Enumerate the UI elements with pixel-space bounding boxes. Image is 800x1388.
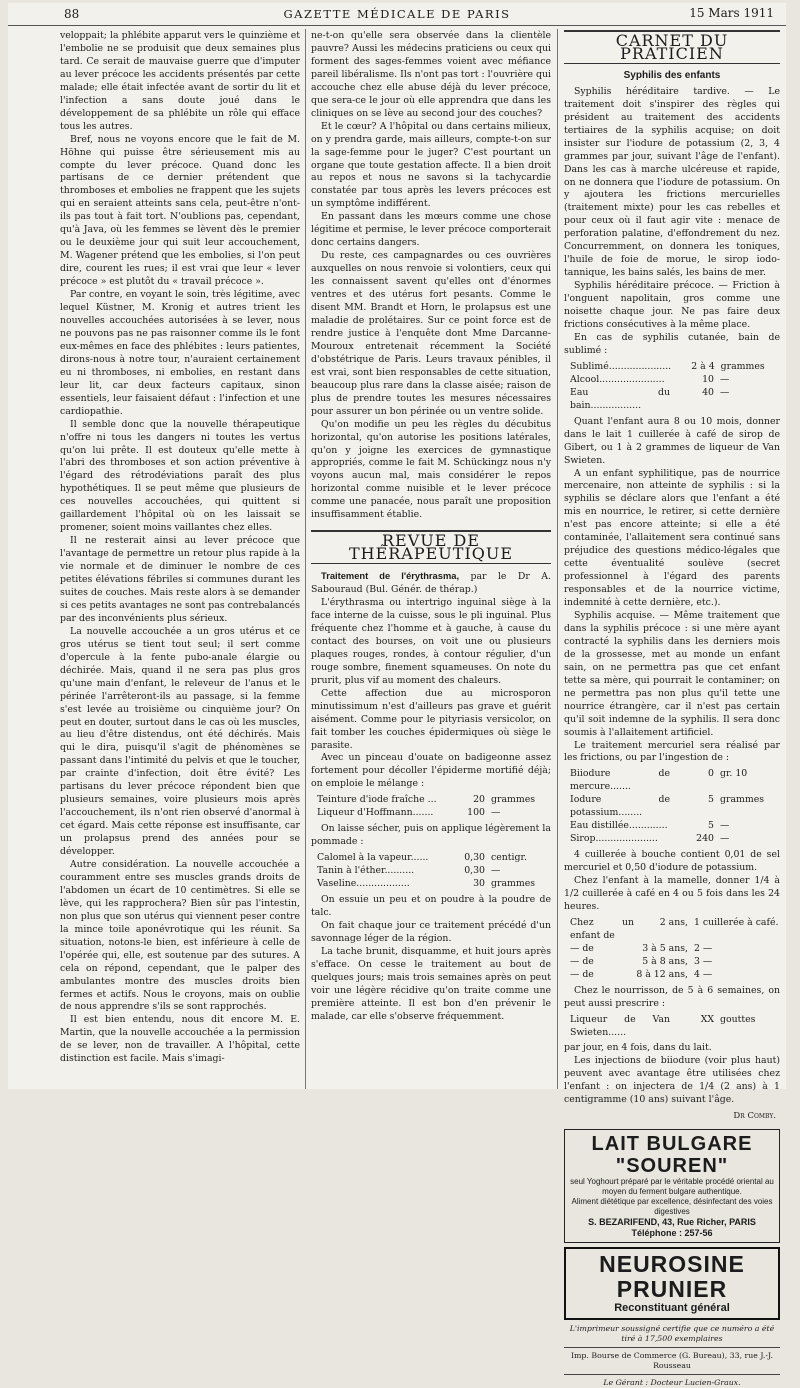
rx-line: Chez un enfant de 2 ans, 1 cuillerée à café.: [570, 916, 779, 941]
paragraph: La nouvelle accouchée a un gros utérus et ce gros utérus se tient tout seul; il sert comme d'opercule à la fente pubo-anale élargie ou déchirée. Mais, quand il ne sera pas plus gros qu'une main d'enfant, le releveur de l'anus et le périnée l'arrêteront-ils au passage, si la femme s'est levée au troisième ou cinquième jour? On peut en douter, surtout dans le cas où les muscles, au lieu d'être distendus, ont été déchirés. Mais qui le dira, puisqu'il s'agit de phénomènes se passant dans l'intimité du pelvis et que le toucher, par crainte d'infection, doit être évité? Les partisans du lever précoce répondent bien que plusieurs semaines, voire plusieurs mois après l'accouchement, ils n'ont rien observé d'anormal à cet égard. Mais cette réponse est insuffisante, car un prolapsus prend des années pour se développer.: [60, 625, 300, 858]
rx-line: Liqueur de Van Swieten...... XX gouttes: [570, 1013, 756, 1038]
paragraph: En cas de syphilis cutanée, bain de sublimé :: [564, 331, 780, 356]
rx-line: — de 5 à 8 ans, 3 —: [570, 955, 713, 967]
paragraph: L'érythrasma ou intertrigo inguinal siège à la face interne de la cuisse, sous le pli inguinal. Plus fréquente chez l'homme et à gauche, à cause du contact des bourses, on voit une ou plusieurs plaques rouges, rondes, à contour régulier, d'un rouge sombre, finement squameuses. On note du prurit, plus vif au moment des chaleurs.: [311, 597, 551, 686]
rx-line: Biiodure de mercure....... 0 gr. 10: [570, 768, 748, 793]
column-2: [311, 30, 551, 1024]
paragraph: Syphilis acquise. — Même traitement que dans la syphilis précoce : si une mère ayant contracté la syphilis dans les derniers mois de la grossesse, met au monde un enfant sain, on ne permettra pas que cet enfant tette sa mère, qui pourrait le contaminer; on ne permettra pas non plus qu'il tette une nourrice étrangère, car il n'est pas certain qu'il soit indemne de la syphilis. Il sera donc soumis à l'allaitement artificiel.: [564, 609, 780, 738]
column-divider: [305, 29, 306, 1089]
rx-line: Sirop..................... 240 —: [570, 833, 730, 845]
paragraph: On essuie un peu et on poudre à la poudre de talc.: [311, 894, 551, 918]
rx-line: Alcool...................... 10 —: [570, 373, 730, 385]
paragraph: Syphilis héréditaire tardive. — Le traitement doit s'inspirer des règles qui président au traitement des accidents tertiaires de la syphilis acquise; on doit insister sur l'iodure de potassium (2, 3, 4 grammes par jour, suivant l'âge de l'enfant). Dans les cas à marche ulcéreuse et rapide, on ne donnera que l'iodure de potassium. On y ajoutera les frictions mercurielles (traitement mixte) pour les cas rebelles et pour ceux où il faut agir vite : menace de perforation palatine, d'effondrement du nez. Concurremment, on donnera les toniques, l'huile de foie de morue, le sirop iodo-tannique, les bains salés, les bains de mer.: [564, 85, 780, 279]
paragraph: Bref, nous ne voyons encore que le fait de M. Höhne qui puisse être sérieusement mis au compte du lever précoce. Quand donc les partisans de ce dernier prétendent que thromboses et embolies ne frappent que les sujets qui en seraient atteints sans cela, peut-être n'ont-ils pas tout à fait tort. N'oublions pas, cependant, qu'à Java, où les femmes se lèvent dès le premier ou le deuxième jour qui suit leur accouchement, M. Wagener prétend que les embolies, si l'on peut dire, courent les rues; il est vrai que leur « lever précoce » est plutôt du « travail précoce ».: [60, 133, 300, 288]
paragraph: Chez l'enfant à la mamelle, donner 1/4 à 1/2 cuillerée à café en 4 ou 5 fois dans les 24 heures.: [564, 875, 780, 912]
paragraph: Cette affection due au microsporon minutissimum n'est d'ailleurs pas grave et guérit aisément. Comme pour le pityriasis versicolor, on fait tomber les couches épidermiques où siège le parasite.: [311, 687, 551, 751]
print-certification: L'imprimeur soussigné certifie que ce numéro a été tiré à 17,500 exemplaires: [569, 1324, 775, 1344]
rx-line: Liqueur d'Hoffmann....... 100 —: [317, 807, 501, 819]
prescription: [570, 1014, 780, 1040]
page-header: [8, 3, 786, 26]
prescription: [317, 794, 551, 820]
rx-line: Teinture d'iode fraîche ... 20 grammes: [317, 794, 536, 806]
rx-line: Iodure de potassium........ 5 grammes: [570, 794, 765, 819]
paragraph: Il ne resterait ainsi au lever précoce que l'avantage de permettre un retour plus rapide à la vie normale et de diminuer le nombre de ces petites élévations fébriles si communes durant les suites de couches. Mais reste alors à se demander si ces petits avantages ne sont pas contrebalancés par des inconvénients plus sérieux.: [60, 535, 300, 624]
prescription: [317, 852, 551, 891]
rx-line: Eau du bain................. 40 —: [570, 386, 730, 411]
rx-line: Calomel à la vapeur...... 0,30 centigr.: [317, 852, 527, 864]
paragraph: Avec un pinceau d'ouate on badigeonne assez fortement pour décoller l'épiderme mortifié déjà; on emploie le mélange :: [311, 752, 551, 790]
column-divider: [557, 29, 558, 1089]
ad-text: seul Yoghourt préparé par le véritable procédé oriental au moyen du ferment bulgare authentique.: [570, 1177, 774, 1197]
advertisement-neurosine: [564, 1247, 780, 1320]
paragraph: 4 cuillerée à bouche contient 0,01 de sel mercuriel et 0,50 d'iodure de potassium.: [564, 849, 780, 874]
paragraph: Quant l'enfant aura 8 ou 10 mois, donner dans le lait 1 cuillerée à café de sirop de Gibert, ou 1 à 2 grammes de liqueur de Van Swieten.: [564, 415, 780, 466]
section-heading-carnet: CARNET DU PRATICIEN: [564, 30, 780, 64]
imprint-footer: [564, 1324, 780, 1388]
dosage-table: [570, 917, 780, 982]
gerant-line: Le Gérant : Docteur Lucien-Graux.: [603, 1378, 741, 1388]
rx-line: — de 3 à 5 ans, 2 —: [570, 942, 713, 954]
paragraph: Le traitement mercuriel sera réalisé par les frictions, ou par l'ingestion de :: [564, 739, 780, 764]
paragraph: veloppait; la phlébite apparut vers le quinzième et l'embolie ne se produisit que deux semaines plus tard. Ce serait de mauvaise guerre que d'imputer au lever précoce les accidents présentés par cette malade; elle était infectée avant de sortir du lit et l'infection a sans doute joué dans le développement de sa phlébite un rôle qui efface tous les autres.: [60, 30, 300, 132]
article-title: Traitement de l'érythrasma,: [321, 571, 460, 582]
newspaper-page: [8, 3, 786, 1388]
article-byline: par le Dr A. Sabouraud (Bul. Génér. de thérap.): [311, 571, 551, 596]
author-signature: Dr Comby.: [733, 1111, 776, 1122]
prescription: [570, 768, 780, 846]
paragraph: En passant dans les mœurs comme une chose légitime et permise, le lever précoce comporterait donc certains dangers.: [311, 211, 551, 249]
paragraph: Syphilis héréditaire précoce. — Friction à l'onguent napolitain, gros comme une noisette chaque jour. Ne pas faire deux frictions consécutives à la même place.: [564, 280, 780, 331]
journal-title: GAZETTE MÉDICALE DE PARIS: [283, 7, 511, 21]
divider: [564, 1347, 780, 1348]
issue-date: 15 Mars 1911: [689, 6, 774, 20]
ad-text: Aliment diététique par excellence, désinfectant des voies digestives: [571, 1197, 773, 1217]
paragraph: La tache brunit, disquamme, et huit jours après s'efface. On cesse le traitement au bout de quelques jours; mais trois semaines après on peut voir une légère récidive qu'on traite comme une première atteinte. Il est bon d'en prévenir le malade, car elle s'observe fréquemment.: [311, 945, 551, 1022]
paragraph: Autre considération. La nouvelle accouchée a couramment entre ses muscles grands droits de l'abdomen un écart de 10 centimètres. Si elle se lève, qui les rapprochera? Bien sûr pas l'intestin, non plus que son utérus qui viennent peser contre la mince toile aponévrotique qui les réunit. Sa situation, notons-le bien, est inférieure à celle de l'opérée qui, elle, est soutenue par des sutures. A cela on répond, cependant, que le palper des ambulantes montre des muscles droits bien fermes et actifs. Nous le croyons, mais on oublie de nous apprendre s'ils se sont rapprochés.: [60, 859, 300, 1013]
advertisement-lait-bulgare: [564, 1129, 780, 1243]
paragraph: A un enfant syphilitique, pas de nourrice mercenaire, non atteinte de syphilis : si la syphilis se déclare alors que l'enfant a été mis en nourrice, le retirer, si cette dernière n'est pas encore atteinte; si elle a été contaminée, l'allaitement sera continué sans préjudice des questions médico-légales que cette éventualité soulève (secret professionnel à l'égard des parents responsables et de la nourrice victime, indemnité à cette dernière, etc.).: [564, 467, 780, 609]
paragraph: ne-t-on qu'elle sera observée dans la clientèle pauvre? Aussi les médecins praticiens ou ceux qui forment des sages-femmes voient avec méfiance pareil libéralisme. Ils n'ont pas tort : l'ouvrière qui accouche chez elle abuse déjà du lever précoce, que sera-ce le jour où elle apprendra que dans les cliniques on se lève au second jour des couches?: [311, 30, 551, 119]
paragraph: Il semble donc que la nouvelle thérapeutique n'offre ni tous les dangers ni toutes les vertus qu'on lui prête. Il est douteux qu'elle mette à l'abri des thromboses et son action préventive à l'égard des rétrodéviations paraît des plus hypothétiques. Il se peut même que plusieurs de ces nouvelles accouchées, qui quittent si gaillardement l'hôpital où on les laissait se promener, soient moins vaillantes chez elles.: [60, 418, 300, 534]
paragraph: Qu'on modifie un peu les règles du décubitus horizontal, qu'on autorise les positions latérales, qu'on y joigne les exercices de gymnastique appropriés, comme le fait M. Schückingz nous n'y voyons aucun mal, mais considérer le repos horizontal comme nuisible et le lever précoce comme une panacée, nous paraît une proposition insuffisamment établie.: [311, 418, 551, 521]
divider: [564, 1374, 780, 1375]
ad-tagline: Reconstituant général: [614, 1302, 730, 1315]
ad-headline: NEUROSINE PRUNIER: [599, 1251, 745, 1303]
printer-line: Imp. Bourse de Commerce (G. Bureau), 33, rue J.-J. Rousseau: [570, 1351, 774, 1371]
ad-headline: LAIT BULGARE "SOUREN": [591, 1133, 753, 1178]
column-3: [564, 30, 780, 1388]
paragraph: Il est bien entendu, nous dit encore M. E. Martin, que la nouvelle accouchée a la permission de se lever, non de travailler. A l'hôpital, cette distinction est facile. Mais s'imagi-: [60, 1014, 300, 1065]
paragraph: Du reste, ces campagnardes ou ces ouvrières auxquelles on nous renvoie si volontiers, ceux qui les connaissent savent qu'elles ont d'énormes ventres et des utérus fort pesants. Comme le disent MM. Brandt et Horn, le prolapsus est une maladie de prolétaires. Sur ce point force est de rendre justice à l'enquête dont Mme Darcanne-Mouroux entretenait récemment la Société d'obstétrique de Paris. Leurs travaux pénibles, il est vrai, sont bien responsables de cette situation, beaucoup plus rare dans la classe aisée; raison de plus de prendre toutes les mesures nécessaires pour assurer un bon périnée ou un ventre solide.: [311, 250, 551, 417]
ad-phone: Téléphone : 257-56: [631, 1228, 713, 1239]
paragraph: Par contre, en voyant le soin, très légitime, avec lequel Küstner, M. Kronig et autres trient les nouvelles accouchées autorisées à se lever, nous ne pouvons pas ne pas raisonner comme ils le font eux-mêmes en face des phlébites : leurs patientes, dirons-nous à notre tour, n'auraient certainement eu ni thromboses, ni embolies, en restant dans leur lit, car deux facteurs capitaux, sinon essentiels, leur faisaient défaut : l'infection et une cardiopathie.: [60, 289, 300, 417]
paragraph: par jour, en 4 fois, dans du lait.: [564, 1042, 712, 1054]
rx-line: Sublimé..................... 2 à 4 grammes: [570, 360, 765, 372]
paragraph: Et le cœur? A l'hôpital ou dans certains milieux, on y prendra garde, mais ailleurs, compte-t-on sur la sage-femme pour le juger? C'est pourtant un organe que toute gestation affecte. Il a bien droit au repos et nous ne savons si la tachycardie constatée par tous après les levers précoces est un symptôme indifférent.: [311, 120, 551, 210]
rx-line: Vaseline.................. 30 grammes: [317, 878, 536, 890]
paragraph: Les injections de biiodure (voir plus haut) peuvent avec avantage être utilisées chez l'enfant : on injectera de 1/4 (2 ans) à 1 centigramme (10 ans) suivant l'âge.: [564, 1055, 780, 1106]
ad-address: S. BEZARIFEND, 43, Rue Richer, PARIS: [588, 1217, 756, 1228]
rx-line: Tanin à l'éther.......... 0,30 —: [317, 865, 501, 877]
rx-line: — de 8 à 12 ans, 4 —: [570, 968, 713, 980]
section-heading-revue: REVUE DE THÉRAPEUTIQUE: [311, 530, 551, 564]
column-1: [60, 30, 300, 1066]
rx-line: Eau distillée............. 5 —: [570, 820, 730, 832]
paragraph: On fait chaque jour ce traitement précédé d'un savonnage léger de la région.: [311, 919, 551, 944]
section-subheading: Syphilis des enfants: [623, 69, 721, 81]
article-title-line: [311, 570, 551, 597]
paragraph: Chez le nourrisson, de 5 à 6 semaines, on peut aussi prescrire :: [564, 984, 780, 1009]
paragraph: On laisse sécher, puis on applique légèrement la pommade :: [311, 823, 551, 848]
page-number: 88: [64, 7, 80, 21]
prescription: [570, 361, 780, 413]
